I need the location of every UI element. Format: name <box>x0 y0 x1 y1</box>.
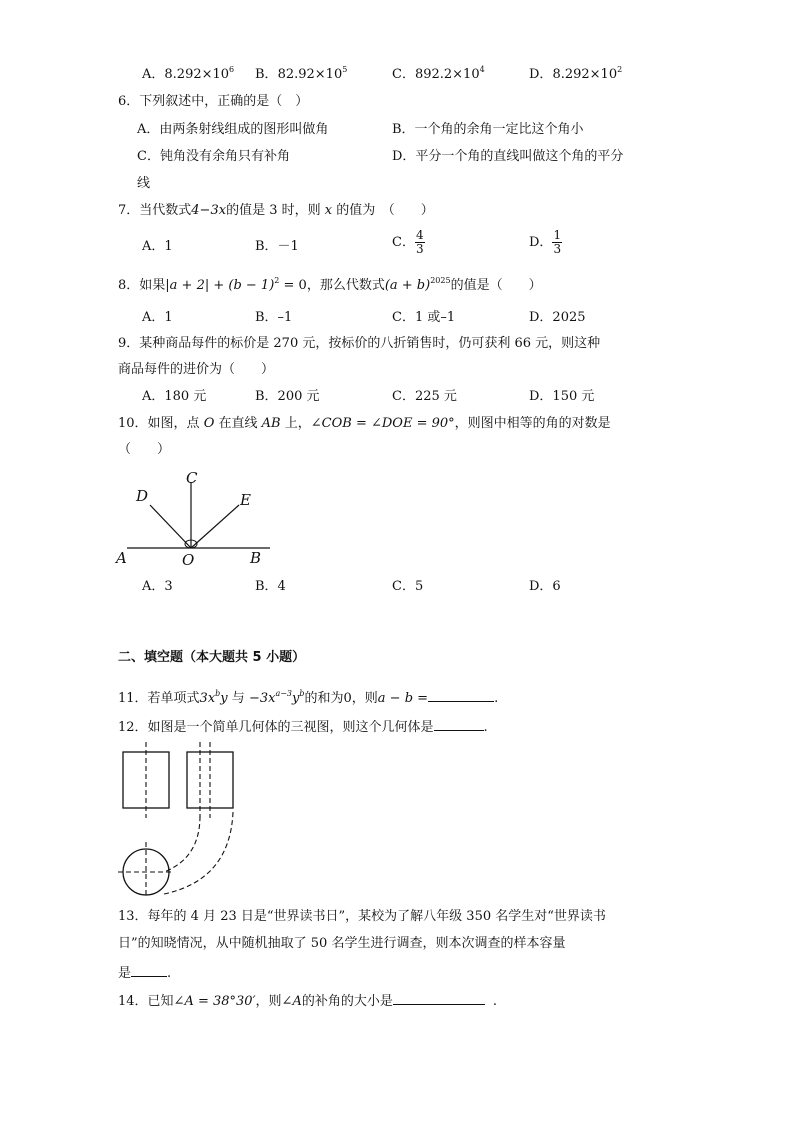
option-value: 892.2×10 <box>414 67 480 82</box>
option-exponent: 4 <box>479 65 485 74</box>
q5-option-c <box>392 66 485 84</box>
option-value: 8.292×10 <box>164 67 230 82</box>
q8-text: 的值是（ ） <box>450 278 542 293</box>
q13-answer-blank[interactable] <box>131 962 167 977</box>
q6-option-b: B．一个角的余角一定比这个角小 <box>392 122 584 137</box>
q13-end: . <box>167 966 172 981</box>
label-e: E <box>240 491 251 509</box>
q10-text: ，则图中相等的角的对数是 <box>454 416 611 431</box>
q11-end: . <box>494 691 499 706</box>
q11-text: 与 <box>231 691 245 706</box>
q11-stem <box>118 687 498 708</box>
q11-text: 11．若单项式 <box>118 691 200 706</box>
q8-condition-exponent: 2 <box>274 276 280 285</box>
q12-stem <box>118 716 488 737</box>
q8-option-c: C．1 或–1 <box>392 310 456 325</box>
fraction <box>552 229 562 256</box>
q8-expression-exponent: 2025 <box>430 276 451 285</box>
label-b: B <box>250 549 262 567</box>
q7-stem <box>118 202 434 220</box>
q11-term2-tail: y <box>292 691 300 706</box>
q8-text: 8．如果 <box>118 278 166 293</box>
option-label: C． <box>392 235 415 250</box>
projection-arc-outer <box>164 812 233 894</box>
q8-text: ，那么代数式 <box>306 278 385 293</box>
q9-option-d: D．150 元 <box>529 389 595 404</box>
q9-stem-line2: 商品每件的进价为（ ） <box>118 362 275 377</box>
numerator: 4 <box>415 228 424 242</box>
q10-option-d: D．6 <box>529 579 561 594</box>
option-exponent: 5 <box>342 65 348 74</box>
q14-angle: ∠A <box>281 994 302 1009</box>
q11-term1: 3x <box>199 691 216 706</box>
q10-text: 在直线 <box>218 416 258 431</box>
q11-ask: a − b = <box>377 691 429 706</box>
q13-stem-line2: 日”的知晓情况，从中随机抽取了 50 名学生进行调查，则本次调查的样本容量 <box>118 936 566 951</box>
q13-text: 是 <box>118 966 132 981</box>
q7-option-a: A．1 <box>142 239 173 254</box>
label-o: O <box>182 551 195 569</box>
q12-end: . <box>483 720 488 735</box>
q7-text: 7．当代数式 <box>118 203 192 218</box>
q11-term2-tail-exponent: b <box>299 689 305 698</box>
option-value: 8.292×10 <box>552 67 618 82</box>
q11-term2-exponent: a−3 <box>275 689 292 698</box>
q10-option-b: B．4 <box>255 579 286 594</box>
q14-given: ∠A = 38°30′ <box>173 994 256 1009</box>
q10-equation: ∠COB = ∠DOE = 90° <box>310 416 455 431</box>
q14-answer-blank[interactable] <box>393 990 485 1005</box>
q9-option-c: C．225 元 <box>392 389 457 404</box>
q9-option-b: B．200 元 <box>255 389 320 404</box>
q12-answer-blank[interactable] <box>434 716 484 731</box>
q10-stem <box>118 415 611 433</box>
q8-condition: |a + 2| + (b − 1) <box>165 278 275 293</box>
q11-text: ，则 <box>351 691 378 706</box>
numerator: 1 <box>553 228 562 242</box>
option-label: A． <box>142 67 165 82</box>
option-exponent: 2 <box>617 65 623 74</box>
q12-text: 12．如图是一个简单几何体的三视图，则这个几何体是 <box>118 720 434 735</box>
q13-stem-line1: 13．每年的 4 月 23 日是“世界读书日”，某校为了解八年级 350 名学生对“世界读书 <box>118 909 606 924</box>
ray-oe <box>191 505 239 548</box>
q7-expression: 4−3x <box>191 203 227 218</box>
q12-three-view-figure <box>112 738 242 898</box>
label-d: D <box>136 487 149 505</box>
denominator: 3 <box>553 242 562 256</box>
projection-arc-inner <box>164 816 200 872</box>
q14-text: 的补角的大小是 <box>301 994 393 1009</box>
q11-zero: 0 <box>343 691 352 706</box>
q13-stem-line3 <box>118 962 171 983</box>
q10-option-a: A．3 <box>142 579 173 594</box>
q8-option-d: D．2025 <box>529 310 586 325</box>
label-a: A <box>116 549 127 567</box>
q6-option-d: D．平分一个角的直线叫做这个角的平分 <box>392 149 624 164</box>
section-heading: 二、填空题（本大题共 5 小题） <box>118 650 306 665</box>
q6-option-a: A．由两条射线组成的图形叫做角 <box>137 122 329 137</box>
q6-option-d-continued: 线 <box>137 176 151 191</box>
q7-option-b: B．－1 <box>255 239 299 254</box>
q14-text: 14．已知 <box>118 994 174 1009</box>
q8-option-b: B．–1 <box>255 310 293 325</box>
q10-figure <box>112 462 287 572</box>
q10-point: O <box>203 416 215 431</box>
q11-text: 的和为 <box>304 691 344 706</box>
q7-text: 的值是 3 时，则 <box>226 203 321 218</box>
q11-answer-blank[interactable] <box>428 687 494 702</box>
q6-option-c: C．钝角没有余角只有补角 <box>137 149 290 164</box>
q6-stem: 6．下列叙述中，正确的是（ ） <box>118 94 309 109</box>
q8-stem <box>118 277 542 295</box>
q8-expression: (a + b) <box>384 278 431 293</box>
q7-option-c <box>392 229 425 256</box>
option-label: C． <box>392 67 415 82</box>
q10-option-c: C．5 <box>392 579 424 594</box>
q11-term1-exponent: b <box>215 689 221 698</box>
option-label: D． <box>529 67 553 82</box>
option-label: D． <box>529 235 553 250</box>
q10-text: 10．如图，点 <box>118 416 200 431</box>
label-c: C <box>186 469 198 487</box>
ray-od <box>150 505 191 548</box>
q10-line-name: AB <box>261 416 281 431</box>
q7-variable: x <box>324 203 333 218</box>
q11-term1-tail: y <box>220 691 228 706</box>
q5-option-a <box>142 66 234 84</box>
option-label: B． <box>255 67 278 82</box>
q7-text: 的值为 （ ） <box>336 203 434 218</box>
q5-option-d <box>529 66 622 84</box>
q10-paren: （ ） <box>118 442 171 457</box>
q5-option-b <box>255 66 347 84</box>
q9-stem-line1: 9．某种商品每件的标价是 270 元，按标价的八折销售时，仍可获利 66 元，则这种 <box>118 336 601 351</box>
q11-term2: −3x <box>248 691 276 706</box>
q14-text: ，则 <box>255 994 282 1009</box>
fraction <box>415 229 425 256</box>
q8-option-a: A．1 <box>142 310 173 325</box>
option-value: 82.92×10 <box>277 67 343 82</box>
q14-end: . <box>492 994 497 1009</box>
q14-stem <box>118 990 497 1011</box>
option-exponent: 6 <box>229 65 235 74</box>
q9-option-a: A．180 元 <box>142 389 207 404</box>
q7-option-d <box>529 229 562 256</box>
q10-text: 上， <box>284 416 311 431</box>
q8-condition-tail: = 0 <box>279 278 307 293</box>
denominator: 3 <box>415 242 424 256</box>
